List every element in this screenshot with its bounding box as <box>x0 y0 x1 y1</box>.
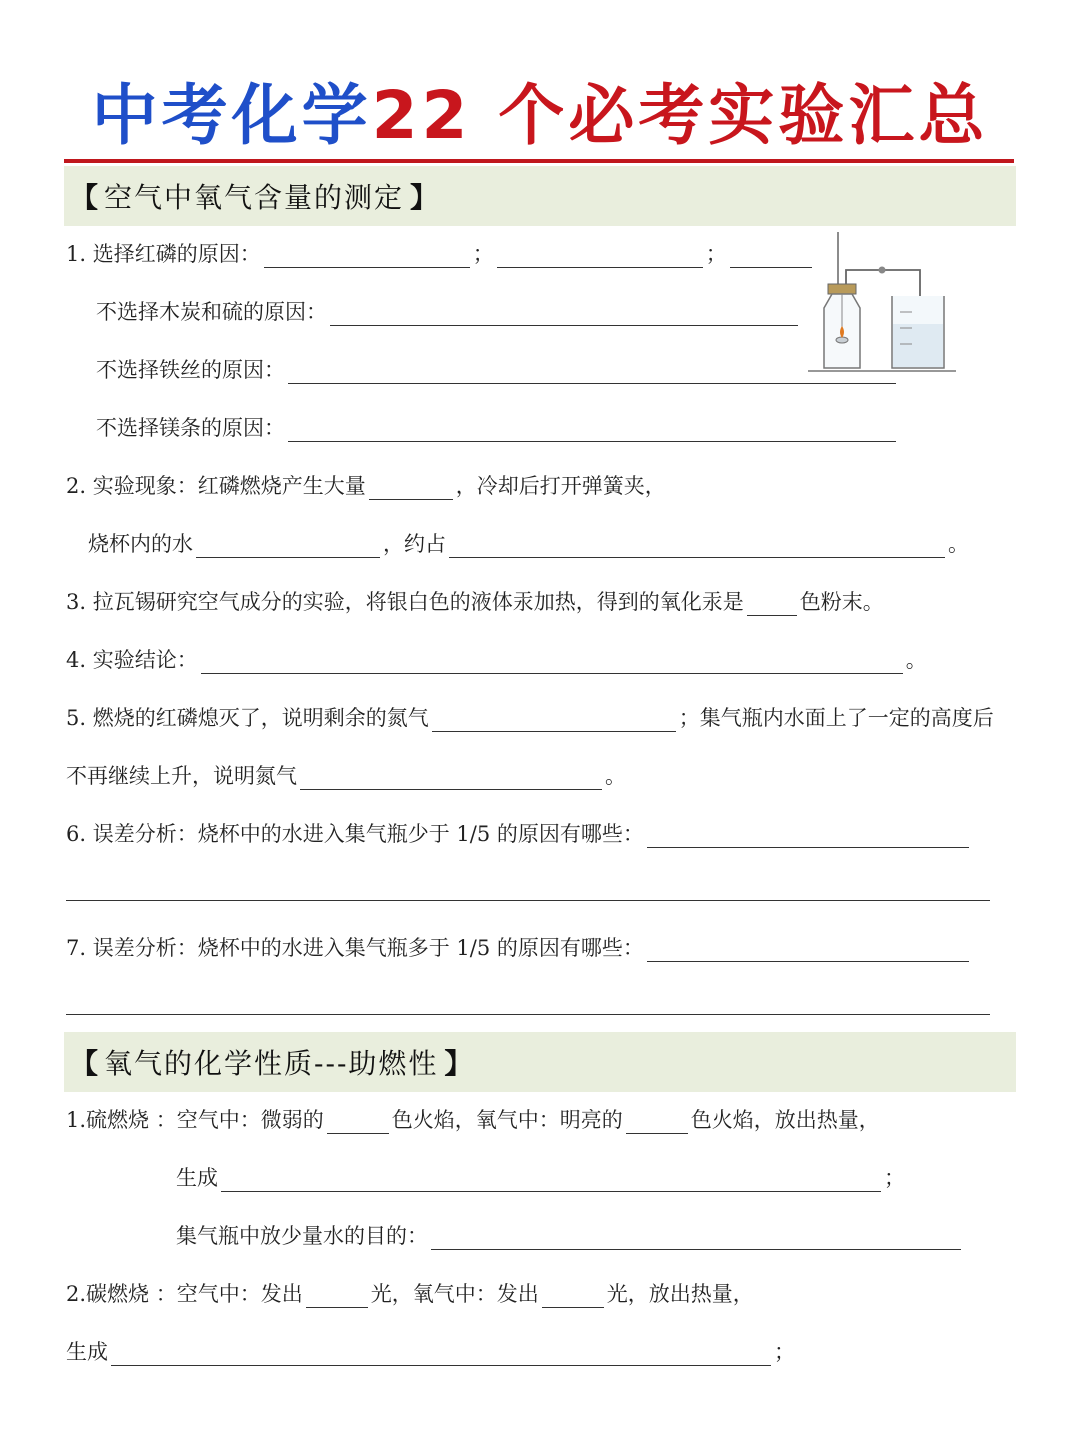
answer-line[interactable] <box>66 1014 990 1015</box>
sulfur-water-purpose: 集气瓶中放少量水的目的： <box>176 1220 964 1250</box>
answer-blank[interactable] <box>449 535 945 558</box>
question-1-sub-iron-wire: 不选择铁丝的原因： <box>96 354 899 384</box>
answer-blank[interactable] <box>330 303 798 326</box>
answer-blank[interactable] <box>300 767 602 790</box>
question-5-line-2: 不再继续上升，说明氮气 。 <box>66 764 626 788</box>
title-part-red: 22 个必考实验汇总 <box>371 77 989 154</box>
question-6: 6. 误差分析：烧杯中的水进入集气瓶少于 1/5 的原因有哪些： <box>66 818 972 848</box>
answer-blank[interactable] <box>221 1169 881 1192</box>
answer-blank[interactable] <box>369 477 453 500</box>
answer-blank[interactable] <box>626 1111 688 1134</box>
sulfur-product: 生成 ； <box>176 1166 905 1190</box>
answer-blank[interactable] <box>327 1111 389 1134</box>
section-header-oxygen-content: 【 空气中氧气含量的测定 】 <box>64 166 1016 226</box>
question-3: 3. 拉瓦锡研究空气成分的实验，将银白色的液体汞加热，得到的氧化汞是 色粉末。 <box>66 590 884 614</box>
question-2-line-2: 烧杯内的水 ，约占 。 <box>88 532 969 556</box>
section-header-oxygen-properties: 【 氧气的化学性质---助燃性 】 <box>64 1032 1016 1092</box>
title-divider <box>64 159 1014 163</box>
carbon-product: 生成 ； <box>66 1340 795 1364</box>
question-7: 7. 误差分析：烧杯中的水进入集气瓶多于 1/5 的原因有哪些： <box>66 932 972 962</box>
answer-blank[interactable] <box>264 245 470 268</box>
answer-blank[interactable] <box>747 593 797 616</box>
question-5: 5. 燃烧的红磷熄灭了，说明剩余的氮气 ；集气瓶内水面上了一定的高度后 <box>66 706 994 730</box>
answer-blank[interactable] <box>288 361 896 384</box>
answer-blank[interactable] <box>647 939 969 962</box>
question-4: 4. 实验结论： 。 <box>66 648 927 672</box>
answer-blank[interactable] <box>497 245 703 268</box>
answer-blank[interactable] <box>111 1343 771 1366</box>
section-title: 空气中氧气含量的测定 <box>104 181 405 214</box>
question-1: 1. 选择红磷的原因： ； ； <box>66 238 815 268</box>
title-part-blue: 中考化学 <box>91 77 372 154</box>
answer-blank[interactable] <box>201 651 903 674</box>
answer-blank[interactable] <box>730 245 812 268</box>
carbon-combustion: 2.碳燃烧 ：空气中：发出 光，氧气中：发出 光，放出热量， <box>66 1282 754 1306</box>
answer-blank[interactable] <box>432 709 676 732</box>
answer-blank[interactable] <box>196 535 380 558</box>
answer-blank[interactable] <box>288 419 896 442</box>
question-2: 2. 实验现象：红磷燃烧产生大量 ，冷却后打开弹簧夹， <box>66 474 666 498</box>
answer-blank[interactable] <box>306 1285 368 1308</box>
question-1-sub-charcoal-sulfur: 不选择木炭和硫的原因： <box>96 296 801 326</box>
question-1-sub-magnesium: 不选择镁条的原因： <box>96 412 899 442</box>
answer-line[interactable] <box>66 900 990 901</box>
sulfur-combustion: 1.硫燃烧 ：空气中：微弱的 色火焰，氧气中：明亮的 色火焰，放出热量， <box>66 1108 880 1132</box>
page-title <box>0 62 1080 157</box>
answer-blank[interactable] <box>647 825 969 848</box>
answer-blank[interactable] <box>431 1227 961 1250</box>
section-title: 氧气的化学性质---助燃性 <box>104 1047 439 1080</box>
answer-blank[interactable] <box>542 1285 604 1308</box>
